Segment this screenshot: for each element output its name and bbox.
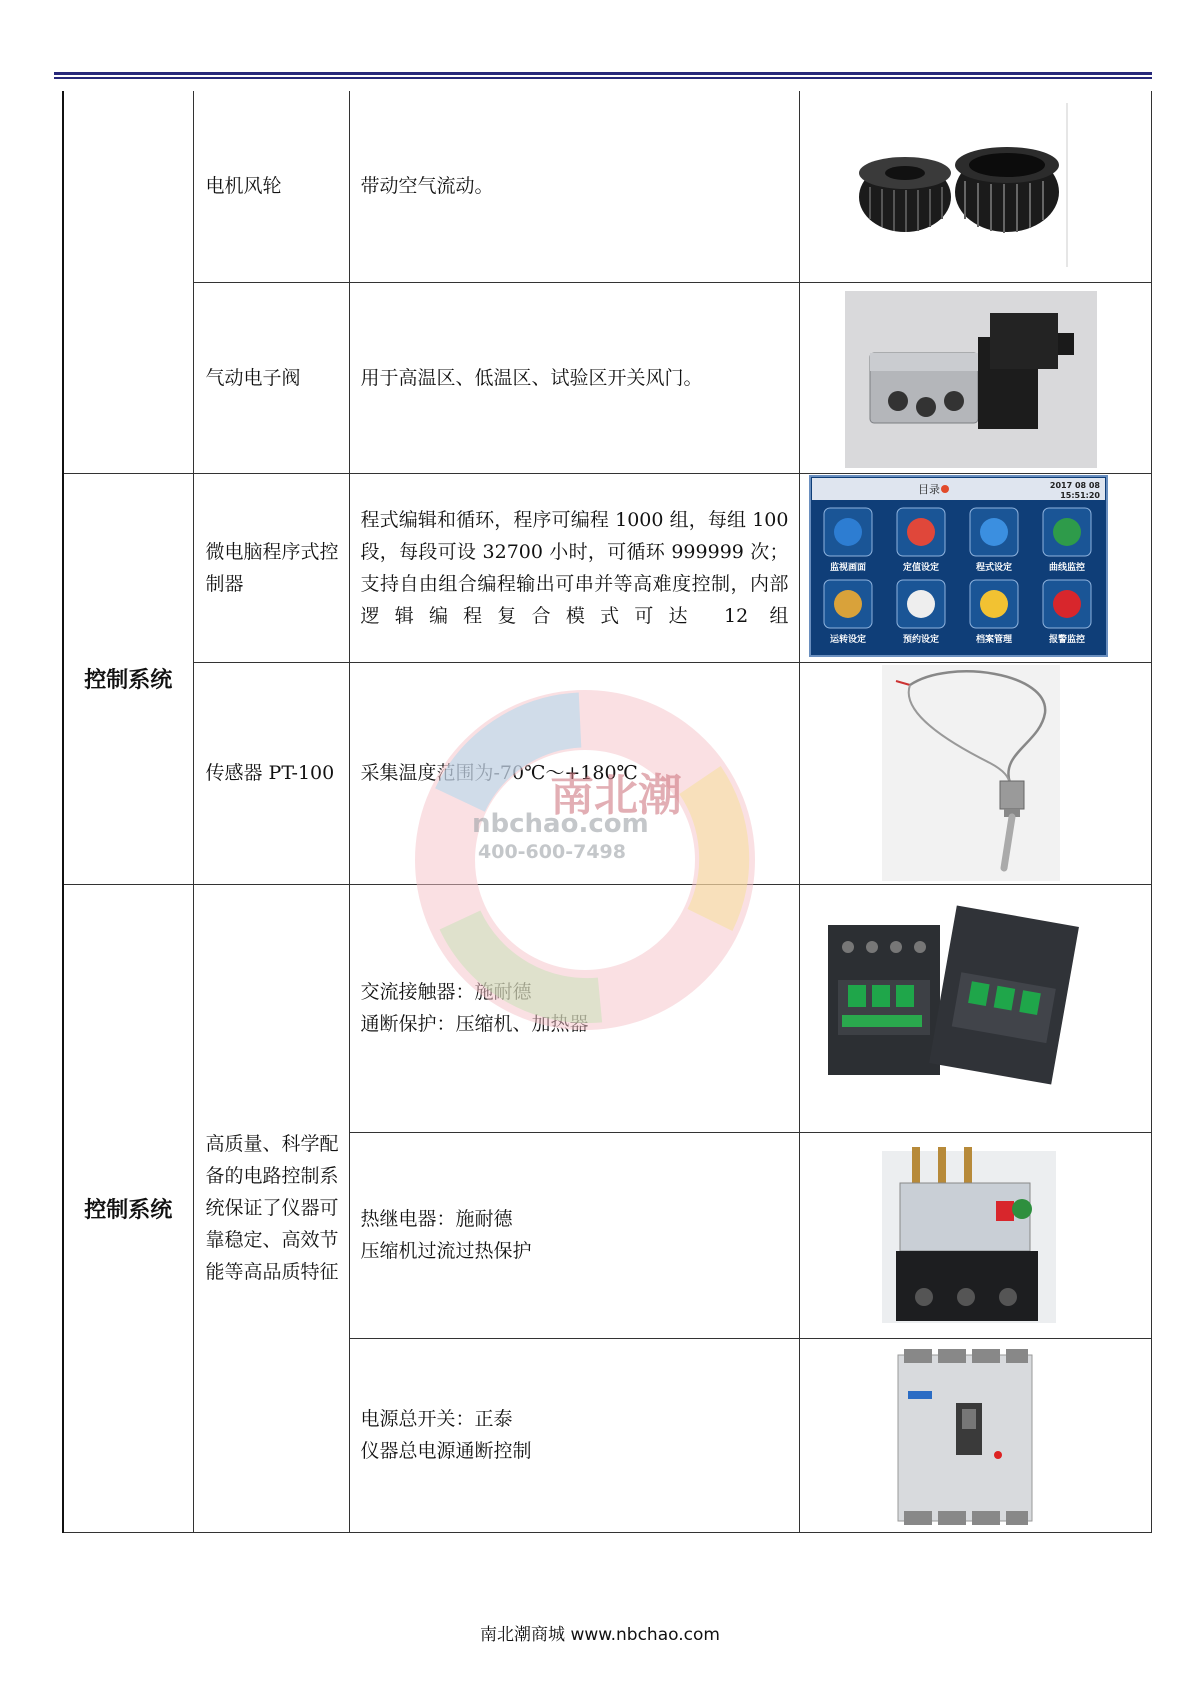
screen-button-icon bbox=[907, 518, 935, 546]
description-line-2: 压缩机过流过热保护 bbox=[360, 1240, 532, 1262]
main-breaker-photo bbox=[799, 1338, 1151, 1532]
screen-button-icon bbox=[1053, 590, 1081, 618]
description-line-2: 通断保护：压缩机、加热器 bbox=[360, 1013, 589, 1035]
screen-time: 15:51:20 bbox=[1059, 490, 1100, 500]
screen-title: 目录 bbox=[917, 482, 940, 496]
pt100-sensor-photo bbox=[799, 662, 1151, 884]
item-description bbox=[349, 884, 799, 1132]
screen-date: 2017 08 08 bbox=[1049, 480, 1100, 490]
screen-button-label: 监视画面 bbox=[829, 562, 866, 573]
watermark-brand: 南北潮 bbox=[550, 770, 682, 821]
description-line-2: 仪器总电源通断控制 bbox=[360, 1440, 532, 1462]
watermark-phone: 400-600-7498 bbox=[478, 841, 626, 863]
item-description: 用于高温区、低温区、试验区开关风门。 bbox=[349, 282, 799, 473]
screen-button-label: 曲线监控 bbox=[1048, 562, 1085, 573]
item-name: 电机风轮 bbox=[193, 91, 349, 282]
item-description: 带动空气流动。 bbox=[349, 91, 799, 282]
screen-button-label: 定值设定 bbox=[902, 562, 939, 573]
category-cell: 控制系统 bbox=[63, 473, 193, 884]
screen-button-icon bbox=[1053, 518, 1081, 546]
category-cell: 控制系统 bbox=[63, 884, 193, 1532]
item-name: 气动电子阀 bbox=[193, 282, 349, 473]
item-name: 微电脑程序式控制器 bbox=[193, 473, 349, 662]
item-description bbox=[349, 1338, 799, 1532]
watermark-site: nbchao.com bbox=[472, 809, 649, 839]
description-line-1: 交流接触器：施耐德 bbox=[360, 981, 532, 1003]
item-name: 传感器 PT-100 bbox=[193, 662, 349, 884]
description-line-1: 电源总开关：正泰 bbox=[360, 1408, 513, 1430]
screen-button-label: 运转设定 bbox=[829, 634, 866, 645]
controller-screen-photo bbox=[799, 473, 1151, 662]
screen-button-icon bbox=[834, 590, 862, 618]
screen-button-icon bbox=[980, 518, 1008, 546]
screen-button-label: 预约设定 bbox=[902, 634, 939, 645]
screen-button-icon bbox=[907, 590, 935, 618]
screen-button-label: 程式设定 bbox=[975, 562, 1012, 573]
table-row bbox=[63, 662, 1151, 884]
ac-contactor-photo bbox=[799, 884, 1151, 1132]
table-row bbox=[63, 473, 1151, 662]
page-footer: 南北潮商城 www.nbchao.com bbox=[480, 1625, 720, 1645]
screen-button-label: 档案管理 bbox=[975, 634, 1012, 645]
item-description bbox=[349, 1132, 799, 1338]
description-line-1: 热继电器：施耐德 bbox=[360, 1208, 513, 1230]
section-subtitle: 高质量、科学配备的电路控制系统保证了仪器可靠稳定、高效节能等高品质特征 bbox=[193, 884, 349, 1532]
table-row bbox=[63, 884, 1151, 1132]
item-description: 采集温度范围为-70℃～+180℃ bbox=[349, 662, 799, 884]
thermal-relay-photo bbox=[799, 1132, 1151, 1338]
table-row bbox=[63, 282, 1151, 473]
solenoid-valve-photo bbox=[799, 282, 1151, 473]
header-rule-thick bbox=[54, 72, 1152, 75]
table-row bbox=[63, 91, 1151, 282]
spec-table bbox=[62, 91, 1152, 1533]
header-rule-thin bbox=[54, 77, 1152, 79]
screen-button-icon bbox=[834, 518, 862, 546]
category-cell bbox=[63, 91, 193, 473]
item-description: 程式编辑和循环，程序可编程 1000 组，每组 100 段，每段可设 32700 小时，可循环 999999 次；支持自由组合编程输出可串并等高难度控制，内部逻辑编程复合模式可达 12 组 bbox=[349, 473, 799, 662]
blower-wheel-photo bbox=[799, 91, 1151, 282]
screen-button-label: 报警监控 bbox=[1048, 634, 1085, 645]
screen-button-icon bbox=[980, 590, 1008, 618]
